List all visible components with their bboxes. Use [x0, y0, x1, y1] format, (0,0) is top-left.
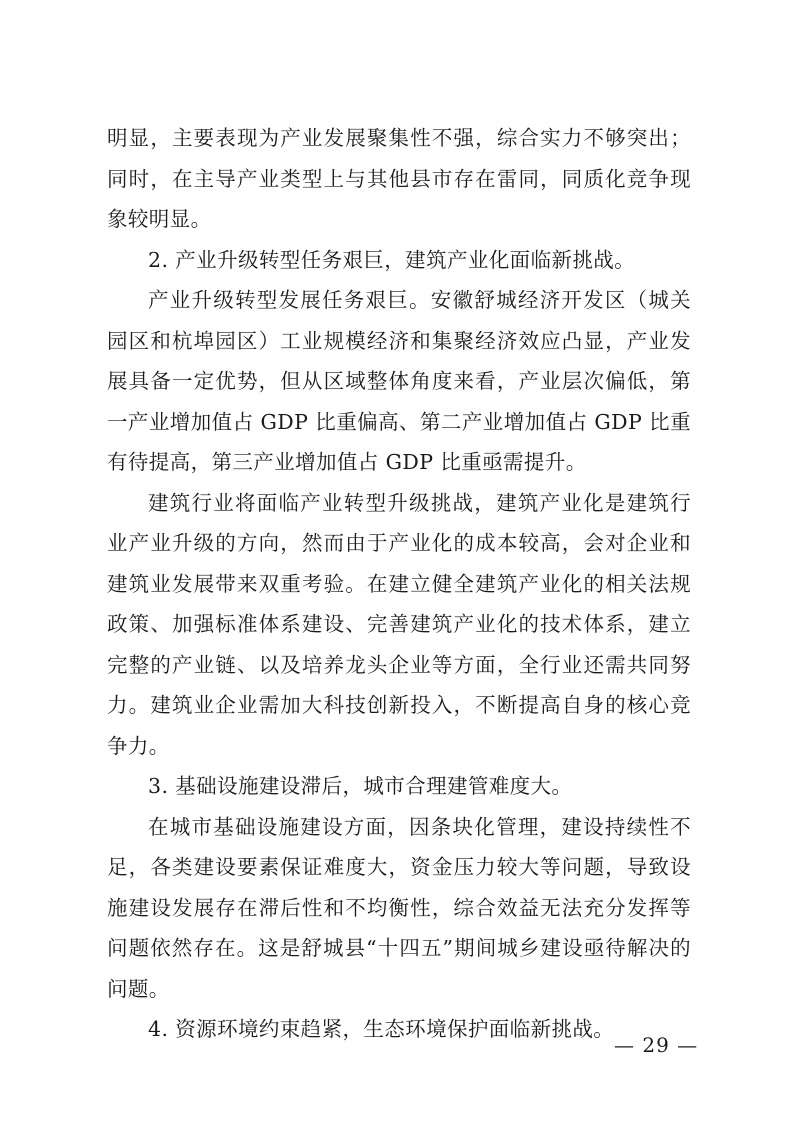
paragraph-continuation: 明显，主要表现为产业发展聚集性不强，综合实力不够突出；同时，在主导产业类型上与其他县市存在雷同，同质化竞争现象较明显。	[107, 126, 691, 231]
paragraph-infrastructure: 在城市基础设施建设方面，因条块化管理，建设持续性不足，各类建设要素保证难度大，资金压力较大等问题，导致设施建设发展存在滞后性和不均衡性，综合效益无法充分发挥等问题依然存在。这是舒城县“十四五”期间城乡建设亟待解决的问题。	[107, 814, 691, 1001]
page-number: — 29 —	[614, 1033, 699, 1057]
subheading-resources-environment: 4. 资源环境约束趋紧，生态环境保护面临新挑战。	[148, 1017, 615, 1041]
paragraph-industry-upgrade: 产业升级转型发展任务艰巨。安徽舒城经济开发区（城关园区和杭埠园区）工业规模经济和集聚经济效应凸显，产业发展具备一定优势，但从区域整体角度来看，产业层次偏低，第一产业增加值占 GDP 比重偏高、第二产业增加值占 GDP 比重有待提高，第三产业增加值占 GDP 比重亟需提升。	[107, 288, 691, 474]
paragraph-construction-industrialization: 建筑行业将面临产业转型升级挑战，建筑产业化是建筑行业产业升级的方向，然而由于产业化的成本较高，会对企业和建筑业发展带来双重考验。在建立健全建筑产业化的相关法规政策、加强标准体系建设、完善建筑产业化的技术体系，建立完整的产业链、以及培养龙头企业等方面，全行业还需共同努力。建筑业企业需加大科技创新投入，不断提高自身的核心竞争力。	[107, 490, 691, 758]
subheading-industry-upgrade: 2. 产业升级转型任务艰巨，建筑产业化面临新挑战。	[148, 247, 636, 272]
subheading-infrastructure: 3. 基础设施建设滞后，城市合理建管难度大。	[148, 774, 573, 798]
body-text	[107, 118, 691, 1050]
